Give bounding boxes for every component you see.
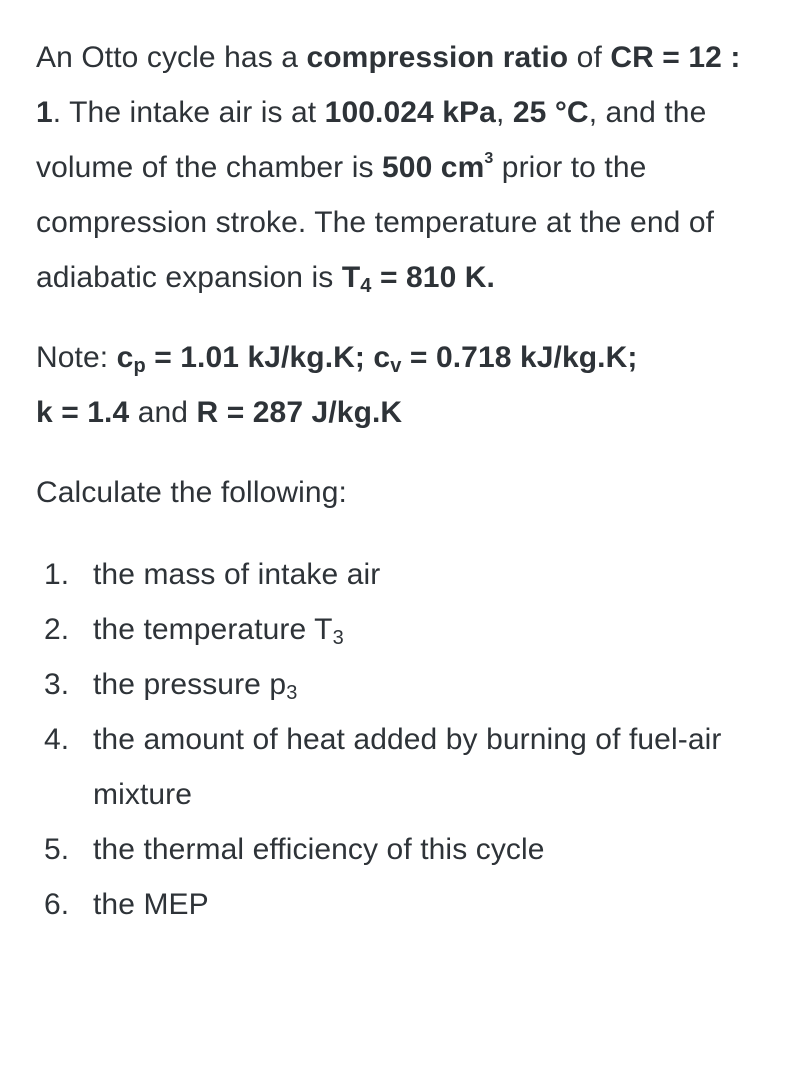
- statement-text: of: [568, 41, 611, 74]
- note-constants: [36, 330, 761, 440]
- value-t4: [341, 261, 495, 297]
- term-compression-ratio: compression ratio: [306, 41, 569, 74]
- note-label: Note:: [36, 341, 117, 374]
- cp-subscript: p: [133, 355, 146, 377]
- statement-text: ,: [495, 96, 513, 129]
- task-number: 3.: [44, 668, 70, 701]
- cp-symbol: c: [116, 341, 134, 374]
- task-text: the temperature T: [93, 613, 333, 646]
- cp-value: = 1.01 kJ/kg.K;: [145, 341, 365, 374]
- value-cv: [364, 341, 638, 377]
- task-text: the pressure p: [93, 668, 287, 701]
- statement-text: prior to the compression stroke. The temperature at the end of adiabatic expansion is: [36, 151, 715, 294]
- value-intake-temperature: 25 °C: [512, 96, 589, 129]
- task-number: 6.: [44, 888, 70, 921]
- task-number: 4.: [44, 723, 70, 756]
- task-list: [36, 547, 761, 932]
- task-number: 5.: [44, 833, 70, 866]
- problem-document: [36, 30, 761, 932]
- cv-subscript: v: [390, 355, 402, 377]
- value-k: k = 1.4: [36, 396, 130, 429]
- instruction-heading: Calculate the following:: [36, 476, 347, 509]
- task-item: [36, 602, 761, 657]
- task-text: the mass of intake air: [93, 558, 381, 591]
- task-text: the amount of heat added by burning of fuel-air mixture: [93, 723, 722, 811]
- t4-symbol: T: [341, 261, 361, 294]
- task-item: [36, 877, 761, 932]
- task-item: [36, 822, 761, 877]
- task-subscript: 3: [286, 682, 298, 704]
- t4-value: = 810 K.: [371, 261, 495, 294]
- problem-statement: [36, 30, 761, 305]
- task-item: [36, 712, 761, 822]
- task-subscript: 3: [332, 627, 344, 649]
- value-chamber-volume: [382, 151, 493, 184]
- task-item: [36, 547, 761, 602]
- value-compression-ratio: CR = 12 : 1: [36, 41, 741, 129]
- note-and: and: [129, 396, 197, 429]
- volume-value: 500 cm: [382, 151, 485, 184]
- statement-text: . The intake air is at: [52, 96, 325, 129]
- cv-symbol: c: [364, 341, 391, 374]
- task-number: 1.: [44, 558, 70, 591]
- value-r: R = 287 J/kg.K: [196, 396, 403, 429]
- task-number: 2.: [44, 613, 70, 646]
- value-cp: [116, 341, 365, 377]
- statement-text: An Otto cycle has a: [36, 41, 307, 74]
- value-intake-pressure: 100.024 kPa: [324, 96, 496, 129]
- statement-text: , and the volume of the chamber is: [36, 96, 707, 184]
- task-item: [36, 657, 761, 712]
- task-text: the MEP: [93, 888, 209, 921]
- task-text: the thermal efficiency of this cycle: [93, 833, 545, 866]
- t4-subscript: 4: [360, 275, 372, 297]
- volume-exponent: 3: [484, 150, 494, 167]
- cv-value: = 0.718 kJ/kg.K;: [401, 341, 638, 374]
